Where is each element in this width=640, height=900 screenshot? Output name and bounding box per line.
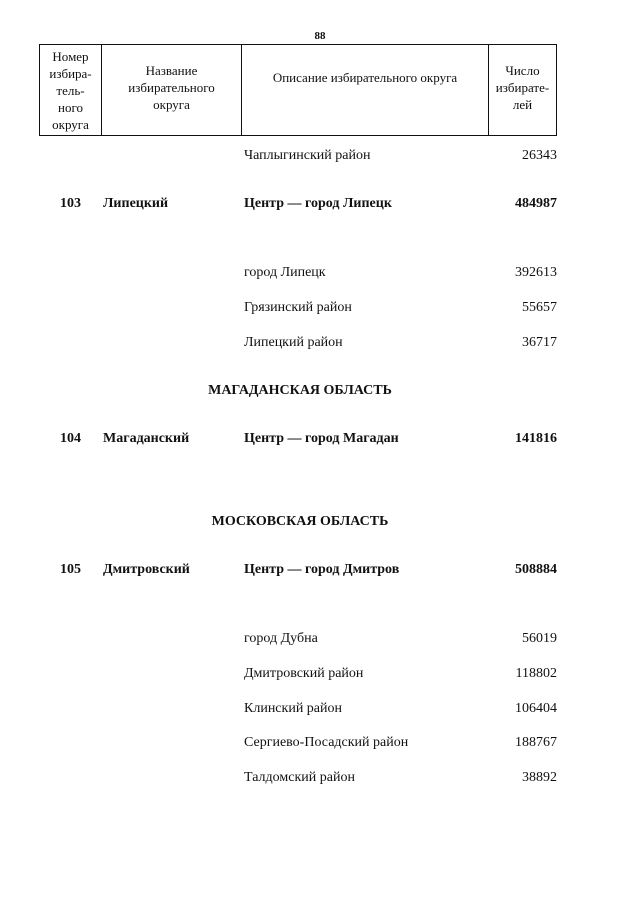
district-number: 105 [60,562,81,577]
item-description: Грязинский район [244,300,352,315]
district-number: 104 [60,431,81,446]
item-voters: 36717 [522,335,557,350]
district-center: Центр — город Магадан [244,431,399,446]
district-center: Центр — город Дмитров [244,562,400,577]
header-district-name: Название избирательного округа [102,45,242,136]
item-description: Дмитровский район [244,666,364,681]
district-voters: 141816 [515,431,557,446]
district-voters: 484987 [515,196,557,211]
header-voter-count: Число избирате- лей [489,45,557,136]
district-voters: 508884 [515,562,557,577]
item-description: Клинский район [244,701,343,716]
page-number: 88 [314,30,326,42]
district-number: 103 [60,196,81,211]
item-voters: 26343 [522,148,557,163]
item-description: Чаплыгинский район [244,148,371,163]
item-voters: 118802 [515,666,557,681]
district-center: Центр — город Липецк [244,196,392,211]
district-name: Дмитровский [103,562,190,577]
item-voters: 55657 [522,300,557,315]
item-voters: 38892 [522,770,557,785]
region-heading: МОСКОВСКАЯ ОБЛАСТЬ [211,514,389,529]
header-district-description: Описание избирательного округа [242,45,489,136]
item-description: Липецкий район [244,335,343,350]
district-name: Магаданский [103,431,190,446]
header-district-number: Номер избира- тель- ного округа [40,45,102,136]
item-voters: 392613 [515,265,557,280]
region-heading: МАГАДАНСКАЯ ОБЛАСТЬ [208,383,392,398]
district-name: Липецкий [103,196,169,211]
item-voters: 106404 [515,701,557,716]
item-description: Талдомский район [244,770,355,785]
item-description: город Липецк [244,265,326,280]
item-description: Сергиево-Посадский район [244,735,409,750]
item-voters: 56019 [522,631,557,646]
item-voters: 188767 [515,735,557,750]
item-description: город Дубна [244,631,318,646]
column-header-table [39,44,557,136]
